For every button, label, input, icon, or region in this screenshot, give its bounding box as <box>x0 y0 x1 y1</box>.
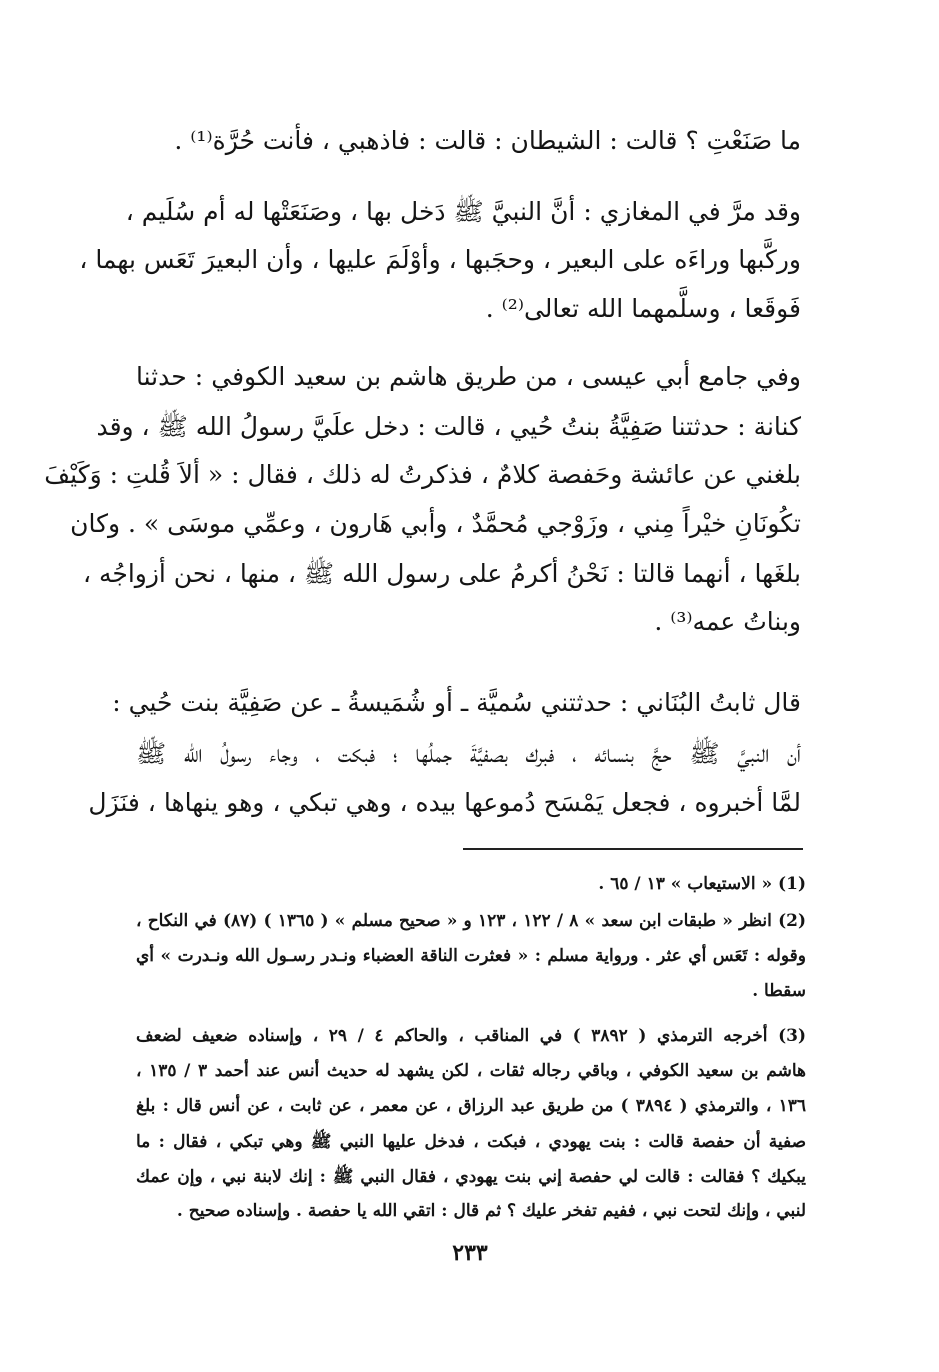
body-line: فَوقَعا ، وسلَّمهما الله تعالى⁽²⁾ . <box>485 294 801 323</box>
footnote-line: سقطا . <box>752 981 806 1001</box>
footnote-line: لنبي ، وإنك لتحت نبي ، ففيم تفخر عليك ؟ ثم قال : اتقي الله يا حفصة . وإسناده صحيح . <box>176 1201 806 1221</box>
body-line: وقد مرَّ في المغازي : أنَّ النبيَّ ﷺ دَخل بها ، وصَنَعَتْها له أم سُلَيم ، <box>125 197 801 226</box>
footnote-line: هاشم بن سعيد الكوفي ، وباقي رجاله ثقات ، لكن يشهد له حديث أنس عند أحمد ٣ / ١٣٥ ، <box>136 1061 806 1081</box>
body-line: بلغَها ، أنهما قالتا : نَحْنُ أكرمُ على رسول الله ﷺ ، منها ، نحن أزواجُه ، <box>82 559 801 588</box>
body-line: أن النبيَّ ﷺ حجَّ بنسائه ، فبرك بصفيَّةَ جملُها ؛ فبكت ، وجاء رسولُ الله ﷺ <box>136 739 801 768</box>
body-line: كنانة : حدثتنا صَفِيَّةُ بنتُ حُيي ، قالت : دخل علَيَّ رسولُ الله ﷺ ، وقد <box>96 412 801 441</box>
footnote-line: (1) « الاستيعاب » ١٣ / ٦٥ . <box>598 874 806 894</box>
body-line: بلغني عن عائشة وحَفصة كلامٌ ، فذكرتُ له ذلك ، فقال : « ألاَ قُلتِ : وَكَيْفَ <box>44 460 801 489</box>
footnote-line: وقوله : تَعَس أي عثر . ورواية مسلم : « فعثرت الناقة العضباء ونـدر رسـول الله ونـدرت » أي <box>136 946 806 966</box>
footnote-line: يبكيك ؟ فقالت : قالت لي حفصة إني بنت يهودي ، فقال النبي ﷺ : إنك لابنة نبي ، وإن عمك <box>136 1167 806 1187</box>
footnote-line: صفية أن حفصة قالت : بنت يهودي ، فبكت ، فدخل عليها النبي ﷺ وهي تبكي ، فقال : ما <box>136 1132 806 1152</box>
footnote-separator <box>463 848 803 850</box>
footnote-line: ١٣٦ ، والترمذي ( ٣٨٩٤ ) من طريق عبد الرزاق ، عن معمر ، عن ثابت ، عن أنس قال : بلغ <box>136 1096 806 1116</box>
body-line: تكُونَانِ خيْراً مِني ، وزَوْجي مُحمَّدٌ ، وأبي هَارون ، وعمِّي موسَى » . وكان <box>70 509 801 538</box>
body-line: وبناتُ عمه⁽³⁾ . <box>654 607 801 636</box>
body-line: وركَّبها وراءَه على البعير ، وحجَبها ، وأوْلَمَ عليها ، وأن البعيرَ تَعَس بهما ، <box>79 245 801 274</box>
body-line: قال ثابتُ البُنَاني : حدثتني سُميَّة ـ أو شُمَيسةُ ـ عن صَفِيَّة بنت حُيي : <box>112 688 801 717</box>
body-line: لمَّا أخبروه ، فجعل يَمْسَح دُموعها بيده ، وهي تبكي ، وهو ينهاها ، فنَزَل <box>88 788 801 817</box>
footnote-line: (3) أخرجه الترمذي ( ٣٨٩٢ ) في المناقب ، والحاكم ٤ / ٢٩ ، وإسناده ضعيف لضعف <box>136 1026 807 1046</box>
body-line: ما صَنَعْتِ ؟ قالت : الشيطان : قالت : فاذهبي ، فأنت حُرَّة⁽¹⁾ . <box>174 126 801 155</box>
page-number: ٢٣٣ <box>452 1240 488 1266</box>
body-line: وفي جامع أبي عيسى ، من طريق هاشم بن سعيد الكوفي : حدثنا <box>136 362 801 391</box>
footnote-line: (2) انظر « طبقات ابن سعد » ٨ / ١٢٢ ، ١٢٣ و « صحيح مسلم » ( ١٣٦٥ ) (٨٧) في النكاح ، <box>136 911 807 931</box>
